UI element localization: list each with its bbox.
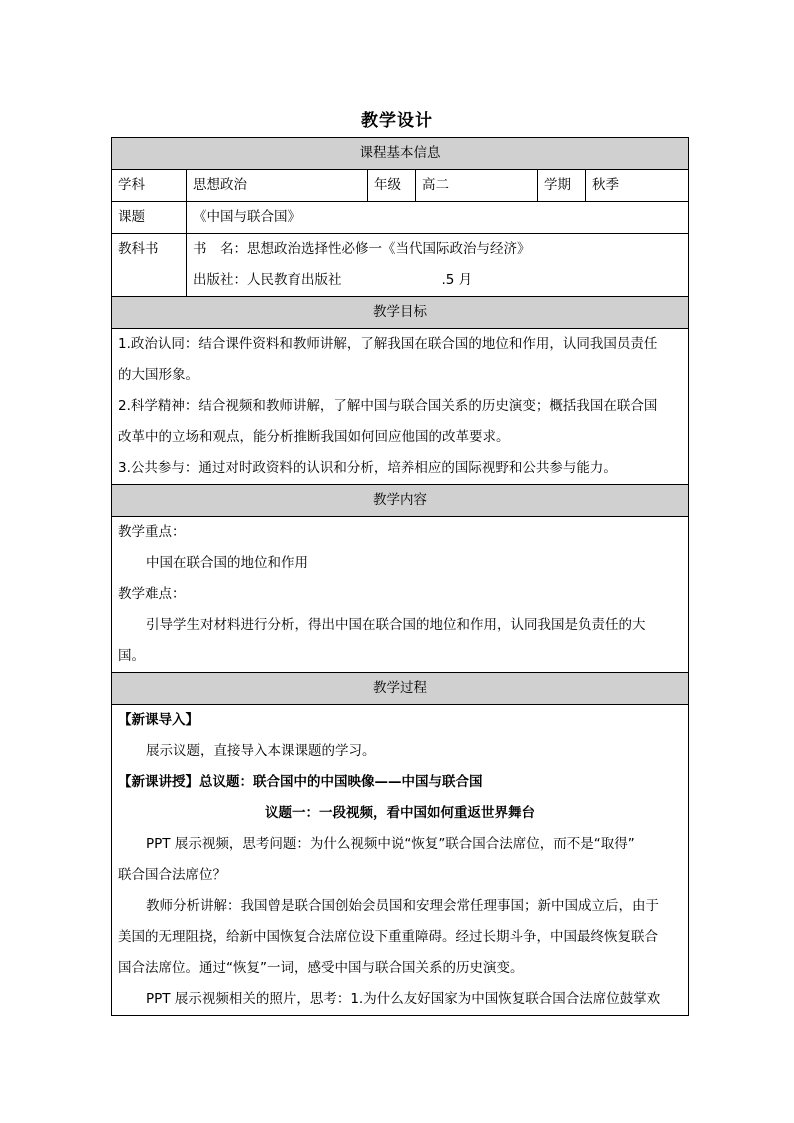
intro-text: 展示议题，直接导入本课课题的学习。: [146, 743, 376, 759]
topic-value: 《中国与联合国》: [187, 202, 689, 234]
paragraph-line: 教师分析讲解：我国曾是联合国创始会员国和安理会常任理事国；新中国成立后，由于: [146, 898, 659, 914]
key-point-text: 中国在联合国的地位和作用: [146, 555, 308, 571]
subtopic-one: 议题一：一段视频，看中国如何重返世界舞台: [265, 805, 536, 821]
textbook-name: 书 名：思想政治选择性必修一《当代国际政治与经济》: [193, 241, 531, 257]
grade-value: 高二: [416, 170, 538, 202]
publisher-line: [193, 265, 682, 296]
lecture-heading-line: [118, 767, 682, 798]
objective-line: 1.政治认同：结合课件资料和教师讲解，了解我国在联合国的地位和作用，认同我国员责任: [118, 336, 658, 352]
topic-label: 课题: [112, 202, 187, 234]
paragraph-line: PPT 展示视频相关的照片，思考：1.为什么友好国家为中国恢复联合国合法席位鼓掌欢: [146, 991, 661, 1007]
paragraph-line: 美国的无理阻挠，给新中国恢复合法席位设下重重障碍。经过长期斗争，中国最终恢复联合: [118, 929, 658, 945]
section-header-content: 教学内容: [112, 485, 689, 517]
subject-value: 思想政治: [187, 170, 368, 202]
textbook-label: 教科书: [112, 234, 187, 297]
term-label: 学期: [538, 170, 586, 202]
term-value: 秋季: [586, 170, 689, 202]
objective-line: 改革中的立场和观点，能分析推断我国如何回应他国的改革要求。: [118, 429, 510, 445]
objectives-block: [112, 329, 689, 485]
content-block: [112, 517, 689, 673]
difficulty-label: 教学难点：: [118, 586, 186, 602]
intro-heading: 【新课导入】: [118, 712, 199, 728]
paragraph-line: 联合国合法席位？: [118, 867, 226, 883]
objective-line: 2.科学精神：结合视频和教师讲解，了解中国与联合国关系的历史演变；概括我国在联合国: [118, 398, 658, 414]
document-title: 教学设计: [361, 111, 433, 131]
paragraph-line: PPT 展示视频，思考问题：为什么视频中说“恢复”联合国合法席位，而不是“取得”: [146, 836, 635, 852]
process-block: [112, 705, 689, 1016]
lecture-heading: 【新课讲授】: [118, 774, 199, 790]
objective-line: 3.公共参与：通过对时政资料的认识和分析，培养相应的国际视野和公共参与能力。: [118, 460, 617, 476]
section-header-objectives: 教学目标: [112, 297, 689, 329]
paragraph-line: 国合法席位。通过“恢复”一词，感受中国与联合国关系的历史演变。: [118, 960, 524, 976]
publisher-name: 出版社：人民教育出版社: [193, 272, 342, 288]
publish-month: .5 月: [441, 272, 473, 288]
lecture-topic: 总议题：联合国中的中国映像——中国与联合国: [199, 774, 483, 790]
difficulty-text-cont: 国。: [118, 648, 145, 664]
lesson-plan-table: [111, 137, 689, 1016]
objective-line: 的大国形象。: [118, 367, 199, 383]
textbook-info: [187, 234, 689, 297]
key-point-label: 教学重点：: [118, 524, 186, 540]
difficulty-text: 引导学生对材料进行分析，得出中国在联合国的地位和作用，认同我国是负责任的大: [146, 617, 646, 633]
subject-label: 学科: [112, 170, 187, 202]
section-header-basic-info: 课程基本信息: [112, 138, 689, 170]
section-header-process: 教学过程: [112, 673, 689, 705]
grade-label: 年级: [368, 170, 416, 202]
